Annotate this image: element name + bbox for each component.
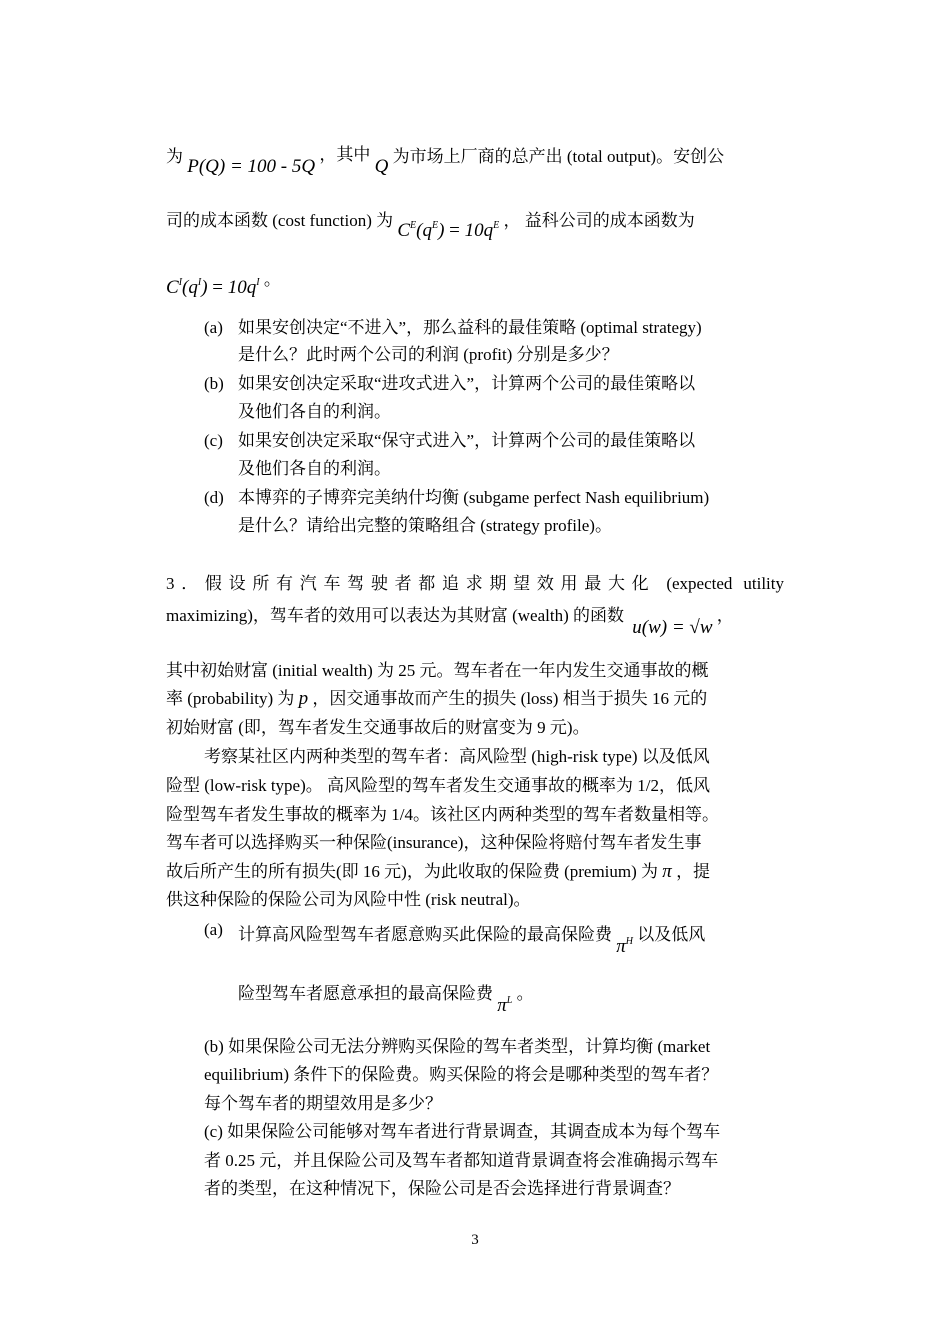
q3-a-line-1 xyxy=(238,919,706,957)
intro-text: 。 xyxy=(263,270,281,289)
q3-line-1: 3．假设所有汽车驾驶者都追求期望效用最大化 (expected utility xyxy=(166,574,784,593)
intro-text: ， 益科公司的成本函数为 xyxy=(503,211,695,230)
intro-text: 司的成本函数 (cost function) 为 xyxy=(166,211,394,230)
q2-b-line-1: 如果安创决定采取“进攻式进入”，计算两个公司的最佳策略以 xyxy=(238,374,696,393)
q2-c-label: (c) xyxy=(204,431,223,450)
q3-p2-line-1: 考察某社区内两种类型的驾车者：高风险型 (high-risk type) 以及低风 xyxy=(204,747,710,766)
q3-text: ， xyxy=(716,606,734,625)
pi-h-symbol: $\pi^H$ xyxy=(616,936,634,957)
intro-line-3 xyxy=(166,272,281,299)
q3-text: 。 xyxy=(516,984,534,1003)
q3-p2-line-5 xyxy=(166,861,710,883)
p-symbol: p xyxy=(298,688,309,709)
utility-function: u(w) = √w xyxy=(632,617,713,638)
q2-b-label: (b) xyxy=(204,374,224,393)
page-number: 3 xyxy=(471,1232,479,1248)
q3-text: 率 (probability) 为 xyxy=(166,689,295,708)
q2-d-line-1: 本博弈的子博弈完美纳什均衡 (subgame perfect Nash equilibrium) xyxy=(238,488,710,507)
q3-p2-line-2: 险型 (low-risk type)。 高风险型的驾车者发生交通事故的概率为 1/2，低风 xyxy=(166,776,710,795)
q3-text: 以及低风 xyxy=(637,925,706,944)
q2-d-line-2: 是什么？请给出完整的策略组合 (strategy profile)。 xyxy=(238,516,612,535)
intro-text: 为市场上厂商的总产出 (total output)。安创公 xyxy=(392,147,725,166)
q3-text: 计算高风险型驾车者愿意购买此保险的最高保险费 xyxy=(238,925,612,944)
q2-d-label: (d) xyxy=(204,488,224,507)
q3-b-line-3: 每个驾车者的期望效用是多少？ xyxy=(204,1094,442,1113)
q3-text: 险型驾车者愿意承担的最高保险费 xyxy=(238,984,493,1003)
intro-line-2 xyxy=(166,205,695,241)
q2-c-line-1: 如果安创决定采取“保守式进入”，计算两个公司的最佳策略以 xyxy=(238,431,696,450)
cost-function-i: $C^I(q^I) = 10q^I$ xyxy=(166,277,260,298)
q2-a-line-1: 如果安创决定“不进入”，那么益科的最佳策略 (optimal strategy) xyxy=(238,318,702,337)
q3-p2-line-3: 险型驾车者发生事故的概率为 1/4。该社区内两种类型的驾车者数量相等。 xyxy=(166,805,719,824)
intro-text: ，其中 xyxy=(319,145,371,164)
q3-a-label: (a) xyxy=(204,920,223,939)
q3-b-line-1: (b) 如果保险公司无法分辨购买保险的驾车者类型，计算均衡 (market xyxy=(204,1037,711,1056)
q3-p2-line-4: 驾车者可以选择购买一种保险(insurance)，这种保险将赔付驾车者发生事 xyxy=(166,833,702,852)
cost-function-e: $C^E(q^E) = 10q^E$ xyxy=(397,220,500,241)
q2-a-label: (a) xyxy=(204,318,223,337)
q3-text: maximizing)，驾车者的效用可以表达为其财富 (wealth) 的函数 xyxy=(166,606,625,625)
q2-c-line-2: 及他们各自的利润。 xyxy=(238,459,391,478)
q3-line-3: 其中初始财富 (initial wealth) 为 25 元。驾车者在一年内发生交通事故的概 xyxy=(166,661,709,680)
q3-text: ，因交通事故而产生的损失 (loss) 相当于损失 16 元的 xyxy=(312,689,708,708)
pi-l-symbol: $\pi^L$ xyxy=(497,995,513,1016)
q3-text: 故后所产生的所有损失(即 16 元)，为此收取的保险费 (premium) 为 xyxy=(166,862,659,881)
q3-p2-line-6: 供这种保险的保险公司为风险中性 (risk neutral)。 xyxy=(166,890,531,909)
price-function: P(Q) = 100 - 5Q xyxy=(187,156,316,177)
q3-c-line-2: 者 0.25 元，并且保险公司及驾车者都知道背景调查将会准确揭示驾车 xyxy=(204,1151,719,1170)
q2-b-line-2: 及他们各自的利润。 xyxy=(238,402,391,421)
q3-line-4 xyxy=(166,688,707,710)
q2-a-line-2: 是什么？此时两个公司的利润 (profit) 分别是多少？ xyxy=(238,345,619,364)
q-symbol: Q xyxy=(374,156,389,177)
pi-symbol: π xyxy=(662,861,672,882)
intro-line-1 xyxy=(166,145,725,177)
q3-c-line-3: 者的类型，在这种情况下，保险公司是否会选择进行背景调查？ xyxy=(204,1179,680,1198)
q3-text: ，提 xyxy=(676,862,711,881)
intro-text: 为 xyxy=(166,147,183,166)
q3-b-line-2: equilibrium) 条件下的保险费。购买保险的将会是哪种类型的驾车者？ xyxy=(204,1065,719,1084)
q3-line-2 xyxy=(166,605,734,638)
q3-c-line-1: (c) 如果保险公司能够对驾车者进行背景调查，其调查成本为每个驾车 xyxy=(204,1122,721,1141)
q3-line-5: 初始财富 (即，驾车者发生交通事故后的财富变为 9 元)。 xyxy=(166,718,590,737)
q3-a-line-2 xyxy=(238,978,534,1016)
